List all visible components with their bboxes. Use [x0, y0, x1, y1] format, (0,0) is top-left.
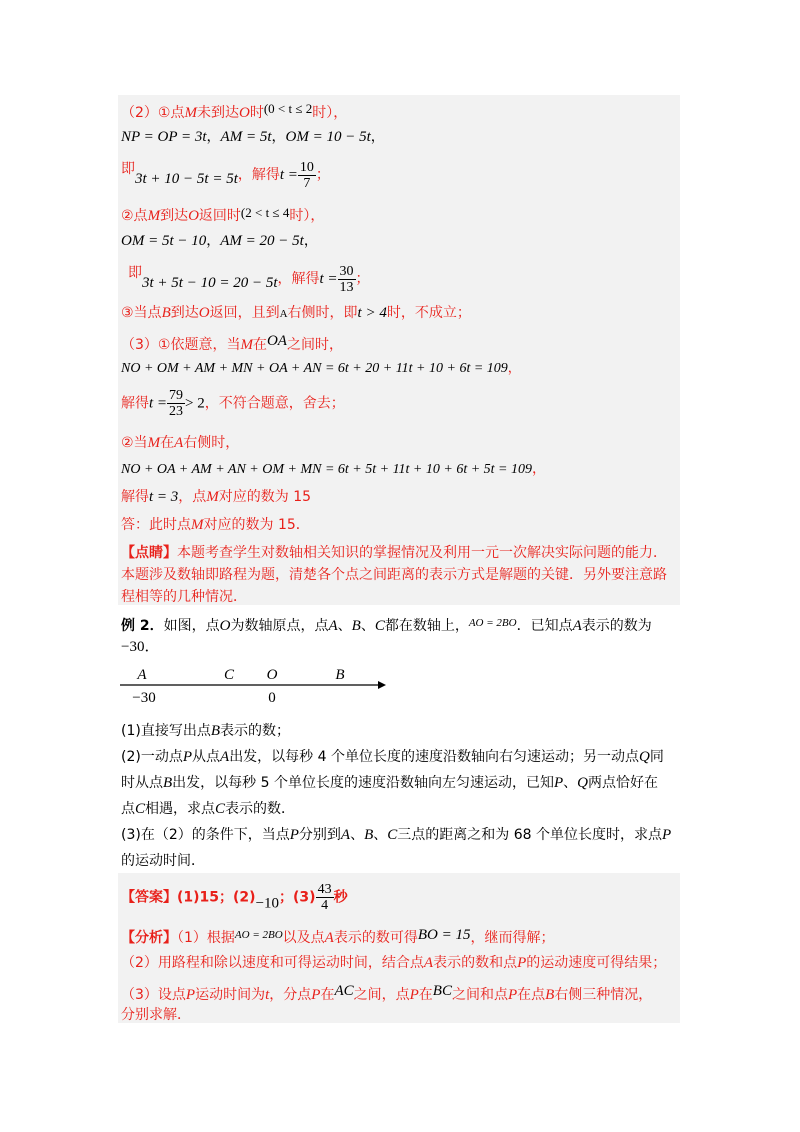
label-c: C [223, 667, 235, 683]
comment-line-2: 本题涉及数轴即路程为题，清楚各个点之间距离的表示方式是解题的关键．另外要注意路 [121, 567, 667, 583]
analysis-tag: 【分析】 [121, 930, 177, 946]
analysis-line-3: （3）设点P运动时间为t，分点P在AC之间，点P在BC之间和点P在点B右侧三种情况， [121, 983, 653, 1003]
solution-line-2: NP = OP = 3t，AM = 5t，OM = 10 − 5t， [121, 129, 385, 145]
label-b: B [335, 667, 345, 683]
question-2-line-2: 时从点B出发，以每秒 5 个单位长度的速度沿数轴向左匀速运动，已知P、Q两点恰好在 [121, 775, 658, 791]
example-line-1: 例 2．如图，点O为数轴原点，点A、B、C都在数轴上，$^{AO = 2BO}$．已知点A表示的数为 [121, 617, 652, 634]
value-o: 0 [268, 690, 276, 706]
question-2-line-3: 点C相遇，求点C表示的数． [121, 801, 296, 817]
analysis-line-2: （2）用路程和除以速度和可得运动时间，结合点A表示的数和点P的运动速度可得结果； [121, 955, 667, 971]
solution-line-5: OM = 5t − 10，AM = 20 − 5t， [121, 233, 318, 249]
number-line-figure [118, 662, 388, 708]
solution-line-11: ②当M在A右侧时， [121, 435, 240, 451]
comment-line-1: 【点睛】本题考查学生对数轴相关知识的掌握情况及利用一元一次解决实际问题的能力． [121, 545, 667, 561]
analysis-line-1: 【分析】（1）根据$^{AO = 2BO}$以及点A表示的数可得BO = 15，继而得解； [121, 927, 555, 946]
solution-line-9: NO + OM + AM + MN + OA + AN = 6t + 20 + 11t + 10 + 6t = 109， [121, 361, 521, 376]
label-o: O [266, 667, 278, 683]
solution-line-1: （2）①点M未到达O时(0 < t ≤ 2时）， [121, 101, 348, 121]
solution-line-6: 即3t + 5t − 10 = 20 − 5t，解得t = $\frac{30}{13}$ ； [128, 263, 370, 295]
comment-line-3: 程相等的几种情况． [121, 589, 247, 605]
example-line-2: −30． [121, 639, 160, 655]
solution-line-13: 解得t = 3，点M对应的数为 15 [121, 489, 312, 505]
solution-line-4: ②点M到达O返回时(2 < t ≤ 4时）， [121, 205, 325, 224]
solution-line-10: 解得t = $\frac{79}{23}$ > 2，不符合题意，舍去； [121, 388, 345, 419]
solution-line-7: ③当点B到达O返回，且到A右侧时，即t > 4时，不成立； [121, 305, 471, 321]
arrow-right-icon [378, 681, 386, 689]
solution-line-8: （3）①依题意，当M在OA之间时， [121, 333, 343, 353]
analysis-line-4: 分别求解． [121, 1007, 191, 1023]
solution-line-14: 答：此时点M对应的数为 15． [121, 517, 310, 533]
solution-line-12: NO + OA + AM + AN + OM + MN = 6t + 5t + 11t + 10 + 6t + 5t = 109， [121, 461, 547, 477]
fraction-79-23: $\frac{79}{23}$ [169, 388, 184, 419]
solution-line-3: 即3t + 10 − 5t = 5t，解得t = $\frac{10}{7}$ ； [121, 159, 330, 191]
answer-tag: 【答案】 [121, 889, 177, 906]
fraction-10-7: $\frac{10}{7}$ [299, 159, 314, 191]
fraction-43-4: $\frac{43}{4}$ [317, 882, 332, 913]
question-3-line-2: 的运动时间． [121, 853, 205, 869]
question-3-line-1: (3)在（2）的条件下，当点P分别到A、B、C三点的距离之和为 68 个单位长度时，求点P [121, 827, 672, 843]
fraction-30-13: $\frac{30}{13}$ [339, 263, 354, 295]
label-a: A [137, 667, 147, 683]
answer-line: 【答案】(1)15；(2)−10；(3) $\frac{43}{4}$ 秒 [121, 882, 348, 913]
question-1: (1)直接写出点B表示的数； [121, 723, 291, 739]
value-a: −30 [132, 690, 156, 706]
comment-tag: 【点睛】 [121, 545, 177, 561]
example-label: 例 2． [121, 618, 164, 634]
question-2-line-1: (2)一动点P从点A出发，以每秒 4 个单位长度的速度沿数轴向右匀速运动；另一动点Q同 [121, 749, 664, 765]
